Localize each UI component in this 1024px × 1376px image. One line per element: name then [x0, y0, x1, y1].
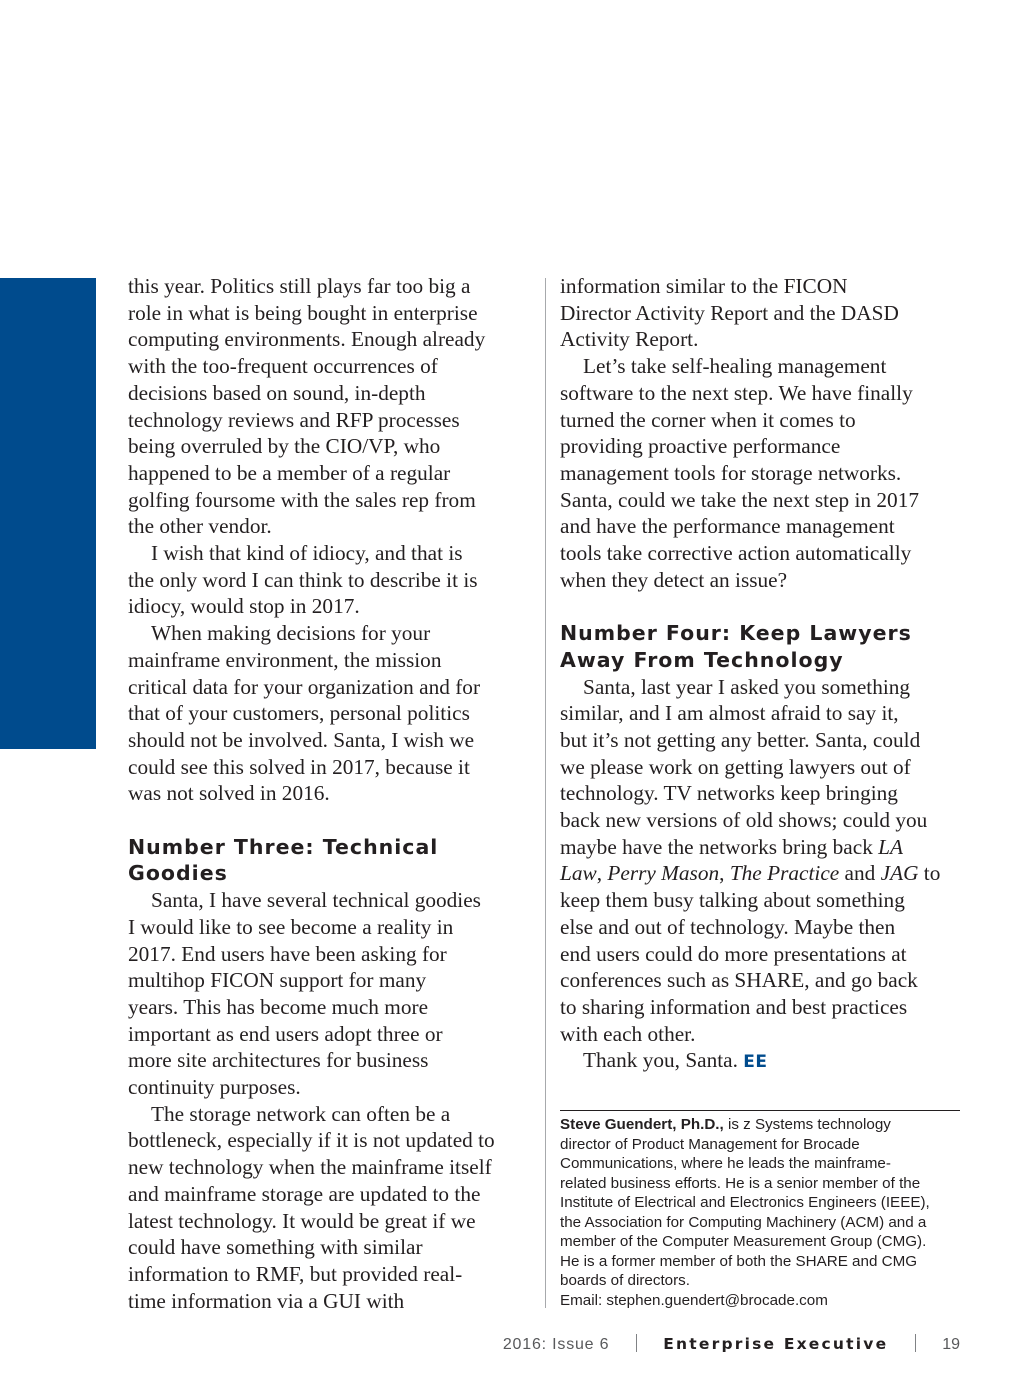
paragraph: [560, 273, 965, 353]
text-line: and have the performance management: [560, 514, 895, 539]
text-line: role in what is being bought in enterprise: [128, 300, 478, 325]
text-line: back new versions of old shows; could you: [560, 808, 928, 833]
paragraph: [128, 540, 533, 620]
text-run: maybe have the networks bring back: [560, 834, 879, 859]
text-run: to: [918, 861, 941, 886]
text-line: keep them busy talking about something: [560, 888, 905, 913]
text-line: could have something with similar: [128, 1235, 423, 1260]
bio-line: Institute of Electrical and Electronics Engineers (IEEE),: [560, 1194, 930, 1211]
bio-divider: [560, 1110, 960, 1111]
text-line: providing proactive performance: [560, 434, 841, 459]
text-line: was not solved in 2016.: [128, 781, 330, 806]
closing-paragraph: [560, 1047, 965, 1076]
text-line: but it’s not getting any better. Santa, could: [560, 727, 921, 752]
paragraph: [128, 620, 533, 807]
text-line: information to RMF, but provided real-: [128, 1262, 463, 1286]
bio-line: related business efforts. He is a senior member of the: [560, 1174, 921, 1192]
text-line: with the too-frequent occurrences of: [128, 354, 438, 379]
text-line: technology. TV networks keep bringing: [560, 781, 898, 806]
paragraph: [560, 353, 965, 593]
publication-name: Enterprise Executive: [663, 1335, 889, 1353]
text-line: [560, 834, 965, 861]
section-heading: [128, 834, 533, 887]
text-line: information similar to the FICON: [560, 274, 848, 298]
section-heading: [560, 620, 965, 673]
bio-line: member of the Computer Measurement Group (CMG).: [560, 1233, 927, 1250]
text-line: new technology when the mainframe itself: [128, 1155, 492, 1180]
author-email[interactable]: Email: stephen.guendert@brocade.com: [560, 1291, 828, 1309]
text-line: Activity Report.: [560, 327, 699, 352]
text-line: I wish that kind of idiocy, and that is: [151, 541, 463, 566]
text-line: idiocy, would stop in 2017.: [128, 594, 360, 619]
show-title: JAG: [880, 861, 919, 886]
text-line: more site architectures for business: [128, 1048, 429, 1073]
text-line: Santa, I have several technical goodies: [151, 888, 481, 913]
bio-text: is z Systems technology: [723, 1116, 891, 1133]
text-line: that of your customers, personal politics: [128, 701, 470, 726]
text-line: time information via a GUI with: [128, 1288, 405, 1313]
text-line: could see this solved in 2017, because it: [128, 754, 470, 779]
text-line: 2017. End users have been asking for: [128, 941, 447, 966]
text-line: to sharing information and best practices: [560, 994, 908, 1019]
text-line: latest technology. It would be great if we: [128, 1208, 476, 1233]
text-line: management tools for storage networks.: [560, 460, 902, 485]
text-line: tools take corrective action automatically: [560, 541, 912, 566]
text-line: should not be involved. Santa, I wish we: [128, 727, 475, 752]
text-line: end users could do more presentations at: [560, 941, 907, 966]
text-line: Director Activity Report and the DASD: [560, 300, 899, 325]
page-number: 19: [942, 1336, 960, 1353]
column-divider: [545, 278, 546, 1308]
text-line: Santa, could we take the next step in 2017: [560, 487, 920, 512]
text-line: decisions based on sound, in-depth: [128, 380, 426, 405]
bio-line: He is a former member of both the SHARE and CMG: [560, 1252, 918, 1270]
paragraph: [560, 674, 965, 1048]
text-line: conferences such as SHARE, and go back: [560, 968, 918, 993]
text-line: and mainframe storage are updated to the: [128, 1181, 481, 1206]
text-line: the other vendor.: [128, 514, 272, 539]
text-line: I would like to see become a reality in: [128, 914, 454, 939]
text-run: ,: [719, 861, 730, 886]
end-mark-icon: EE: [743, 1052, 768, 1073]
paragraph: [128, 1101, 533, 1315]
text-run: and: [839, 861, 881, 886]
text-line: software to the next step. We have finally: [560, 380, 913, 405]
text-line: similar, and I am almost afraid to say it,: [560, 701, 899, 726]
show-title: The Practice: [729, 861, 840, 886]
bio-line: boards of directors.: [560, 1272, 690, 1289]
text-line: The storage network can often be a: [151, 1101, 451, 1126]
issue-label: 2016: Issue 6: [502, 1336, 610, 1353]
side-accent-bar: [0, 278, 96, 749]
text-line: technology reviews and RFP processes: [128, 407, 460, 432]
text-line: else and out of technology. Maybe then: [560, 914, 896, 939]
text-line: computing environments. Enough already: [128, 327, 486, 352]
text-line: we please work on getting lawyers out of: [560, 754, 911, 779]
text-line: multihop FICON support for many: [128, 968, 427, 993]
text-line: Santa, last year I asked you something: [583, 674, 911, 699]
text-run: ,: [596, 861, 608, 886]
text-line: When making decisions for your: [151, 621, 431, 646]
right-column: [560, 273, 965, 1076]
text-line: [560, 860, 965, 887]
text-line: continuity purposes.: [128, 1075, 301, 1100]
text-line: golfing foursome with the sales rep from: [128, 487, 476, 512]
text-line: bottleneck, especially if it is not updated to: [128, 1128, 495, 1153]
left-column: [128, 273, 533, 1314]
footer-separator: [636, 1334, 637, 1352]
bio-line: the Association for Computing Machinery (ACM) and a: [560, 1213, 927, 1231]
show-title: Law: [560, 861, 597, 886]
heading-line: Goodies: [128, 861, 228, 886]
paragraph: [128, 273, 533, 540]
text-line: Let’s take self-healing management: [583, 354, 887, 379]
text-line: happened to be a member of a regular: [128, 460, 451, 485]
bio-line: [560, 1115, 965, 1135]
text-line: mainframe environment, the mission: [128, 647, 442, 672]
text-line: when they detect an issue?: [560, 567, 788, 592]
bio-line: director of Product Management for Brocade: [560, 1135, 860, 1153]
heading-line: Away From Technology: [560, 647, 844, 672]
text-line: being overruled by the CIO/VP, who: [128, 434, 441, 459]
bio-line: Communications, where he leads the mainframe-: [560, 1155, 891, 1172]
page-footer: [503, 1334, 960, 1354]
text-line: years. This has become much more: [128, 994, 429, 1019]
author-name: Steve Guendert, Ph.D.,: [560, 1116, 724, 1133]
footer-separator: [915, 1334, 916, 1352]
text-line: turned the corner when it comes to: [560, 407, 856, 432]
show-title: LA: [878, 834, 904, 859]
text-line: this year. Politics still plays far too big a: [128, 274, 471, 298]
text-line: the only word I can think to describe it is: [128, 567, 478, 592]
show-title: Perry Mason: [607, 861, 720, 886]
heading-line: Number Four: Keep Lawyers: [560, 621, 912, 646]
author-bio: [560, 1115, 965, 1310]
heading-line: Number Three: Technical: [128, 834, 439, 859]
text-line: critical data for your organization and for: [128, 674, 481, 699]
paragraph: [128, 887, 533, 1101]
text-line: with each other.: [560, 1021, 696, 1046]
text-line: important as end users adopt three or: [128, 1021, 443, 1046]
closing-text: Thank you, Santa.: [583, 1048, 744, 1073]
